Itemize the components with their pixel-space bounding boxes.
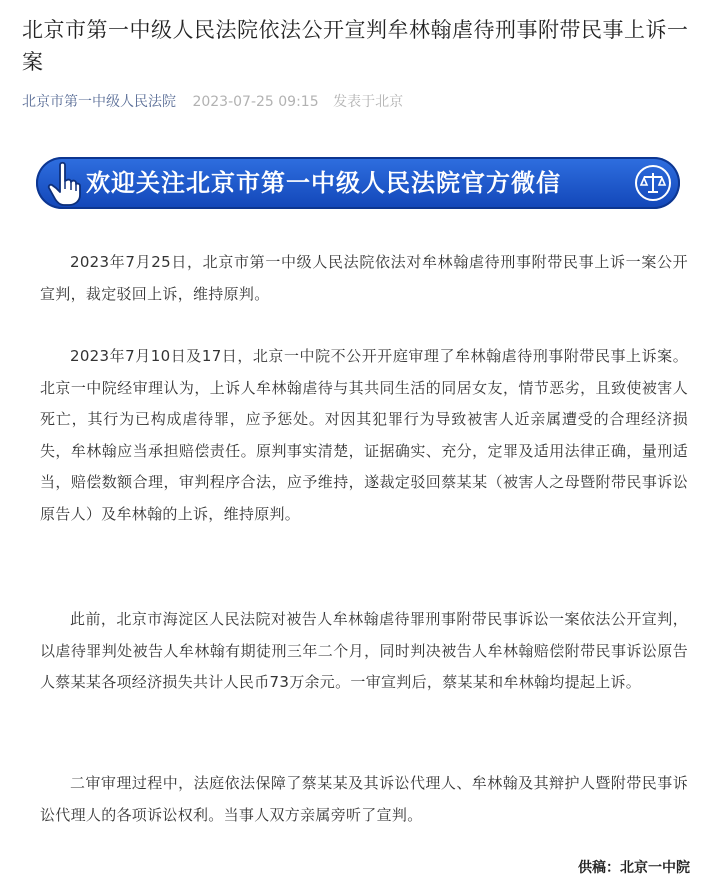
follow-banner (36, 157, 680, 209)
banner-text: 欢迎关注北京市第一中级人民法院官方微信 (86, 169, 561, 197)
paragraph-2: 2023年7月10日及17日，北京一中院不公开开庭审理了牟林翰虐待刑事附带民事上诉案。北京一中院经审理认为，上诉人牟林翰虐待与其共同生活的同居女友，情节恶劣，且致使被害人死亡，其行为已构成虐待罪，应予惩处。对因其犯罪行为导致被害人近亲属遭受的合理经济损失，牟林翰应当承担赔偿责任。原判事实清楚，证据确实、充分，定罪及适用法律正确，量刑适当，赔偿数额合理，审判程序合法，应予维持，遂裁定驳回蔡某某（被害人之母暨附带民事诉讼原告人）及牟林翰的上诉，维持原判。 (40, 347, 688, 523)
publish-time: 2023-07-25 09:15 (192, 94, 319, 110)
justice-scale-icon (634, 164, 672, 202)
paragraph-4: 二审审理过程中，法庭依法保障了蔡某某及其诉讼代理人、牟林翰及其辩护人暨附带民事诉讼代理人的各项诉讼权利。当事人双方亲属旁听了宣判。 (40, 774, 688, 824)
paragraph-3: 此前，北京市海淀区人民法院对被告人牟林翰虐待罪刑事附带民事诉讼一案依法公开宣判，以虐待罪判处被告人牟林翰有期徒刑三年二个月，同时判决被告人牟林翰赔偿附带民事诉讼原告人蔡某某各项经济损失共计人民币73万余元。一审宣判后，蔡某某和牟林翰均提起上诉。 (40, 610, 688, 691)
source-credit: 供稿：北京一中院 (578, 860, 690, 876)
pointing-hand-icon (46, 159, 82, 207)
article-meta (22, 92, 403, 112)
publish-location: 发表于北京 (333, 94, 404, 110)
paragraph-1: 2023年7月25日，北京市第一中级人民法院依法对牟林翰虐待刑事附带民事上诉一案公开宣判，裁定驳回上诉，维持原判。 (40, 253, 688, 303)
account-name-link[interactable]: 北京市第一中级人民法院 (22, 94, 176, 110)
article-title: 北京市第一中级人民法院依法公开宣判牟林翰虐待刑事附带民事上诉一案 (22, 18, 689, 74)
